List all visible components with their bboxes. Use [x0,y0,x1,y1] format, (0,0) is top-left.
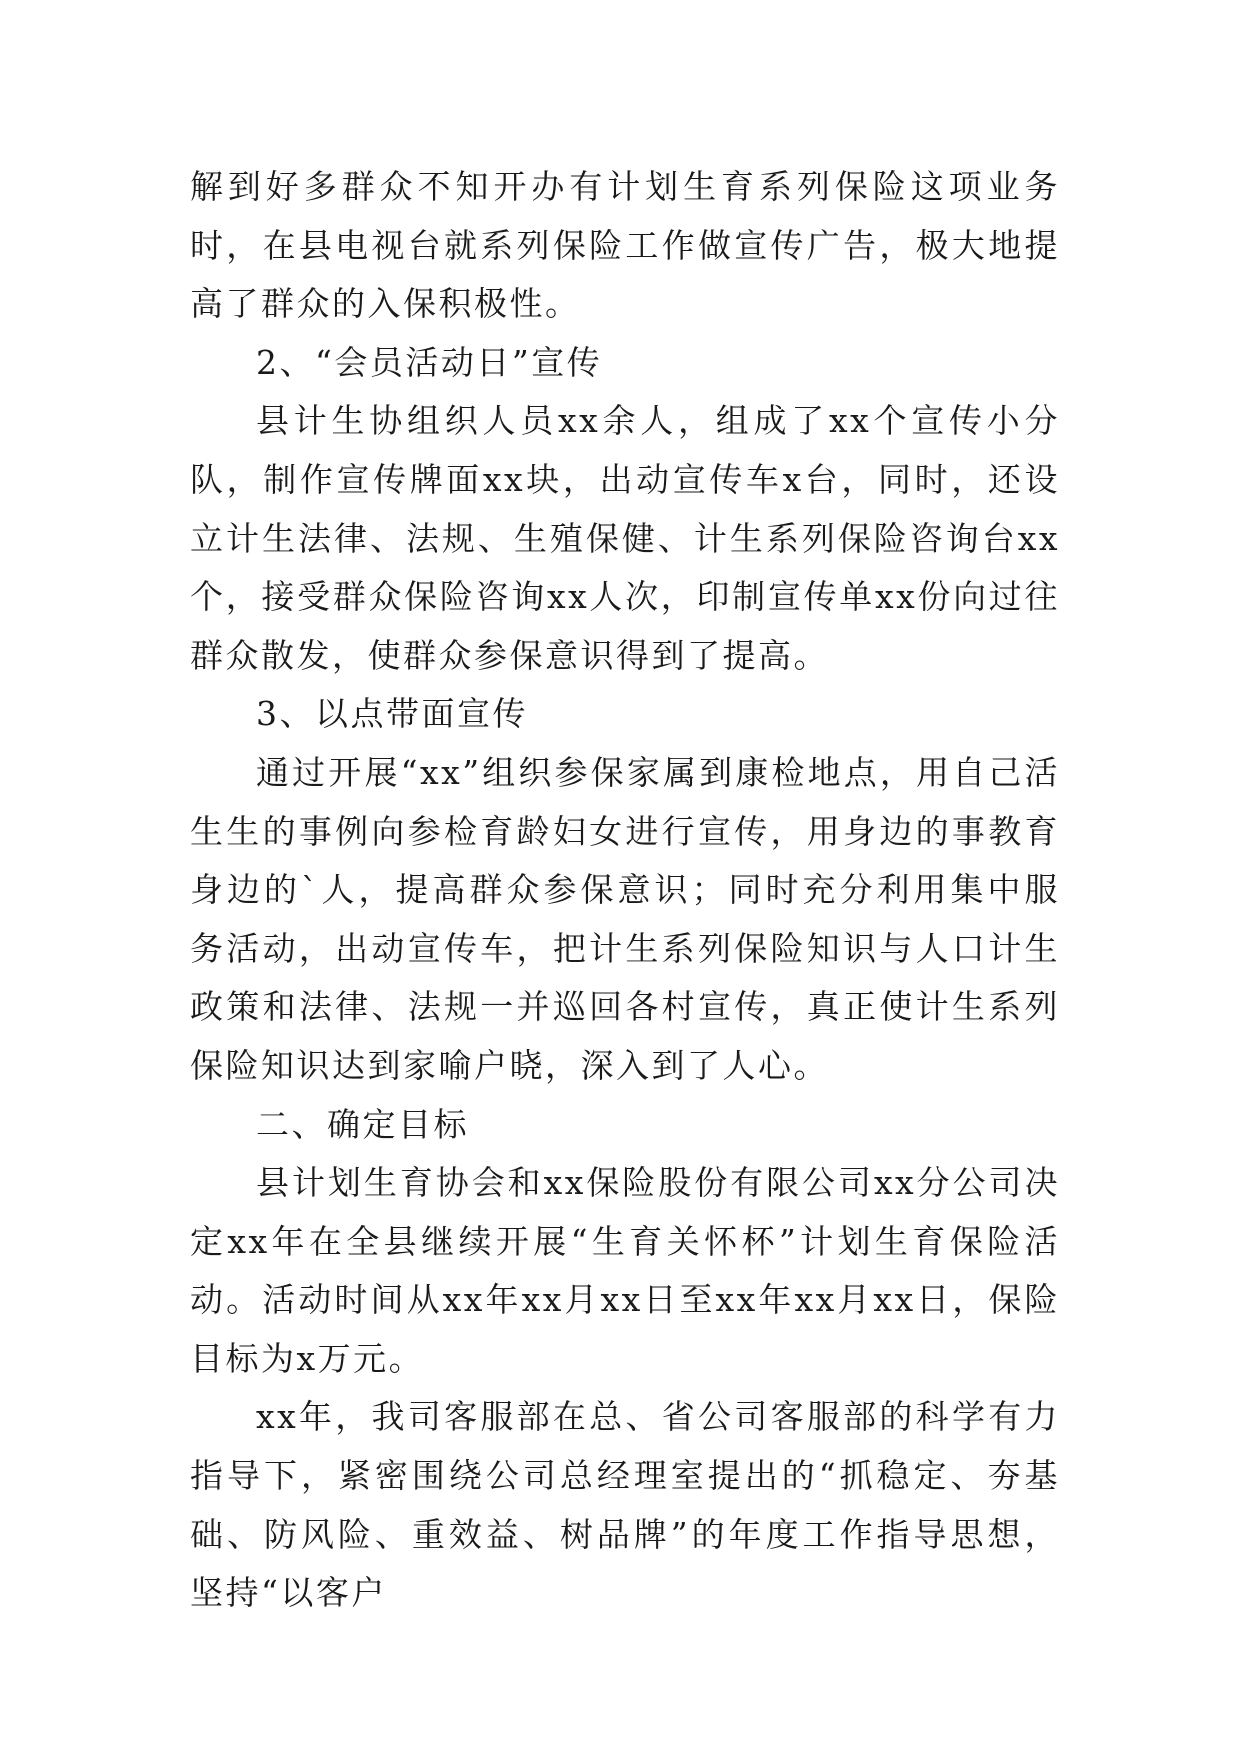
document-body [190,158,1060,1623]
section-heading-point-to-area: 3、以点带面宣传 [256,694,528,734]
section-heading-member-day: 2、“会员活动日”宣传 [256,342,603,382]
paragraph-set-goal: 县计划生育协会和xx保险股份有限公司xx分公司决定xx年在全县继续开展“生育关怀杯”计划生育保险活动。活动时间从xx年xx月xx日至xx年xx月xx日，保险目标为x万元。 [190,1163,1060,1378]
paragraph-customer-service: xx年，我司客服部在总、省公司客服部的科学有力指导下，紧密围绕公司总经理室提出的“抓稳定、夯基础、防风险、重效益、树品牌”的年度工作指导思想，坚持“以客户 [190,1397,1060,1613]
paragraph-point-to-area: 通过开展“xx”组织参保家属到康检地点，用自己活生生的事例向参检育龄妇女进行宣传，用身边的事教育身边的`人，提高群众参保意识；同时充分利用集中服务活动，出动宣传车，把计生系列保险知识与人口计生政策和法律、法规一并巡回各村宣传，真正使计生系列保险知识达到家喻户晓，深入到了人心。 [190,752,1060,1085]
paragraph-continuation: 解到好多群众不知开办有计划生育系列保险这项业务时，在县电视台就系列保险工作做宣传广告，极大地提高了群众的入保积极性。 [190,167,1060,324]
section-heading-set-goal: 二、确定目标 [256,1104,469,1144]
paragraph-member-day: 县计生协组织人员xx余人，组成了xx个宣传小分队，制作宣传牌面xx块，出动宣传车x台，同时，还设立计生法律、法规、生殖保健、计生系列保险咨询台xx个，接受群众保险咨询xx人次，印制宣传单xx份向过往群众散发，使群众参保意识得到了提高。 [190,401,1060,675]
